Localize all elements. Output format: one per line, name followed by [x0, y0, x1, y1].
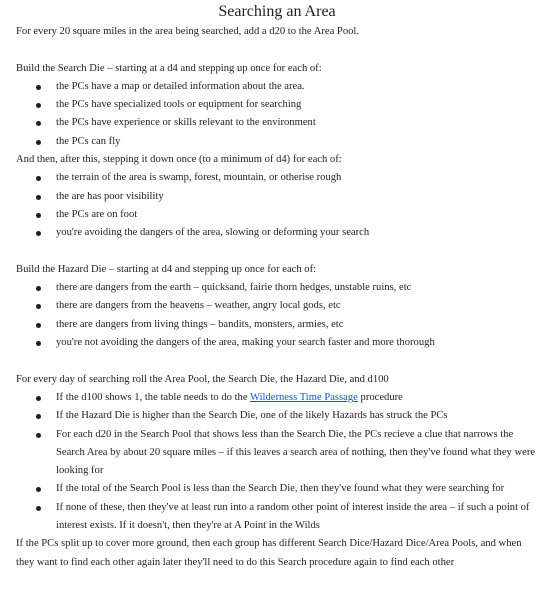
- bullet-icon: [36, 140, 41, 145]
- outro-paragraph: If the PCs split up to cover more ground, then each group has different Search Dice/Hazard Dice/Area Pools, and when they want to find each other again later they'll need to do this Search procedure again to find each other: [16, 538, 522, 568]
- list-item: the PCs have specialized tools or equipment for searching: [16, 96, 538, 114]
- wilderness-time-passage-link[interactable]: Wilderness Time Passage: [250, 391, 358, 403]
- bullet-icon: [36, 487, 41, 492]
- list-item: you're avoiding the dangers of the area, slowing or deforming your search: [16, 224, 538, 242]
- search-die-up-list: [16, 78, 538, 151]
- list-item: the PCs can fly: [16, 133, 538, 151]
- bullet-icon: [36, 341, 41, 346]
- list-item: there are dangers from living things – bandits, monsters, armies, etc: [16, 316, 538, 334]
- hazard-die-lead: Build the Hazard Die – starting at d4 and stepping up once for each of:: [16, 263, 317, 275]
- list-item: the are has poor visibility: [16, 188, 538, 206]
- daily-roll-lead: For every day of searching roll the Area Pool, the Search Die, the Hazard Die, and d100: [16, 373, 389, 385]
- bullet-icon: [36, 195, 41, 200]
- bullet-icon: [36, 121, 41, 126]
- bullet-icon: [36, 304, 41, 309]
- bullet-icon: [36, 103, 41, 108]
- list-item: the PCs have experience or skills relevant to the environment: [16, 114, 538, 132]
- search-die-down-list: [16, 169, 538, 242]
- list-item: If the Hazard Die is higher than the Search Die, one of the likely Hazards has struck the PCs: [16, 407, 538, 425]
- blank-line: [16, 41, 538, 59]
- list-item: If none of these, then they've at least run into a random other point of interest inside the area – if such a point of interest exists. If it doesn't, then they're at A Point in the Wilds: [16, 499, 538, 536]
- list-item: the terrain of the area is swamp, forest, mountain, or otherise rough: [16, 169, 538, 187]
- daily-roll-list: [16, 389, 538, 535]
- blank-line: [16, 243, 538, 261]
- bullet-icon: [36, 213, 41, 218]
- bullet-icon: [36, 433, 41, 438]
- list-item: If the d100 shows 1, the table needs to do the Wilderness Time Passage procedure: [16, 389, 538, 407]
- search-die-down-lead: And then, after this, stepping it down once (to a minimum of d4) for each of:: [16, 154, 342, 166]
- list-item: If the total of the Search Pool is less than the Search Die, then they've found what they were searching for: [16, 480, 538, 498]
- document-title: Searching an Area: [218, 3, 336, 20]
- bullet-icon: [36, 231, 41, 236]
- intro-paragraph: For every 20 square miles in the area being searched, add a d20 to the Area Pool.: [16, 26, 360, 37]
- list-item: the PCs are on foot: [16, 206, 538, 224]
- hazard-die-list: [16, 279, 538, 352]
- list-item: For each d20 in the Search Pool that shows less than the Search Die, the PCs recieve a clue that narrows the Search Area by about 20 square miles – if this leaves a search area of nothing, then they've found what they were looking for: [16, 426, 538, 481]
- list-item: you're not avoiding the dangers of the area, making your search faster and more thorough: [16, 334, 538, 352]
- list-item: the PCs have a map or detailed information about the area.: [16, 78, 538, 96]
- blank-line: [16, 352, 538, 370]
- list-item: there are dangers from the heavens – weather, angry local gods, etc: [16, 297, 538, 315]
- bullet-icon: [36, 414, 41, 419]
- bullet-icon: [36, 396, 41, 401]
- search-die-lead: Build the Search Die – starting at a d4 and stepping up once for each of:: [16, 62, 322, 74]
- bullet-icon: [36, 176, 41, 181]
- bullet-icon: [36, 323, 41, 328]
- bullet-icon: [36, 506, 41, 511]
- bullet-icon: [36, 286, 41, 291]
- list-item: there are dangers from the earth – quicksand, fairie thorn hedges, unstable ruins, etc: [16, 279, 538, 297]
- bullet-icon: [36, 85, 41, 90]
